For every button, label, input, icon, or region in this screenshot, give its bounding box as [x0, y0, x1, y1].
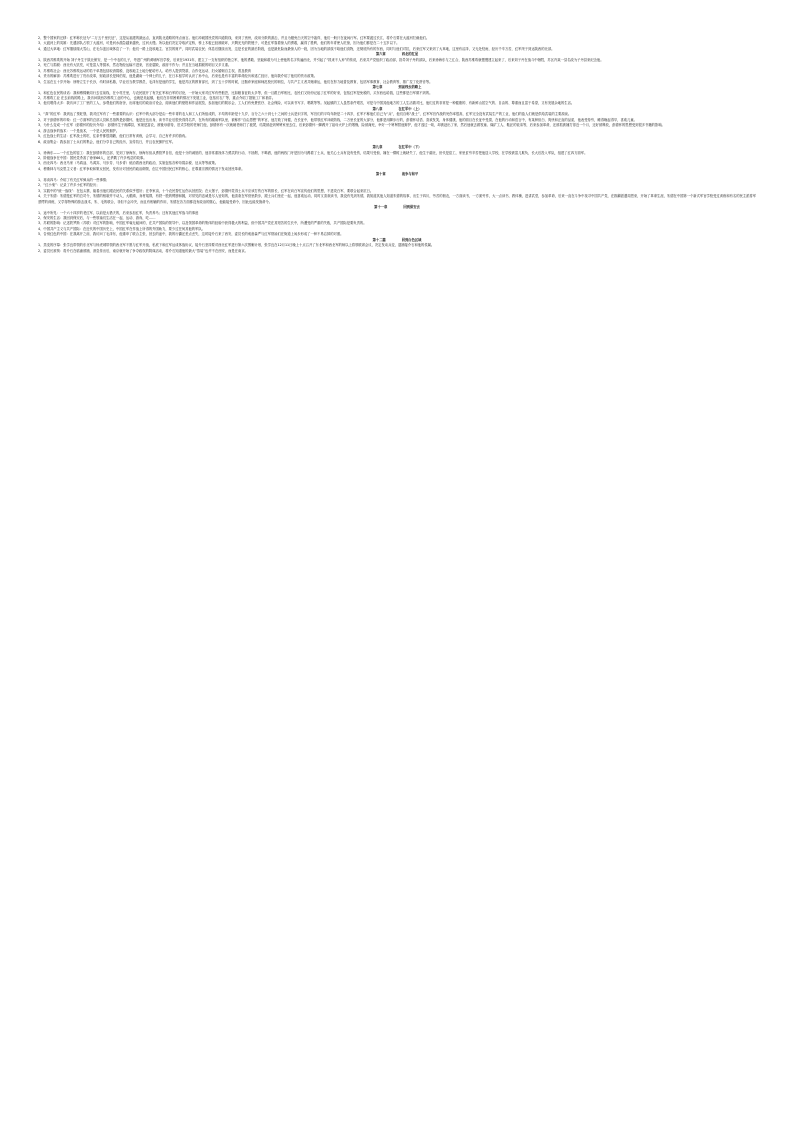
- paragraph: 2、阶级战争在中国：国民党杀害了徐家66人，还杀戮了许多残忍的故事。: [38, 155, 147, 160]
- chapter-title: 在红军中（上）: [398, 106, 422, 111]
- chapter-title: 回到保安去: [403, 205, 420, 210]
- paragraph: 2、整个国家的迁移：红军称长征为“二万五千里长征”，这是从福建的最远点，直到陕北道路的终点而言。他们冲破国民党的四道防线，来到了贵州，改用分散的游击，并且为避免白天的空中轰炸，他们一般只在夜间行军。红军要渡过长江，将介石要在大渡河拦截他们。: [38, 36, 430, 40]
- paragraph: 3、苏维埃社会：西北苏维埃运动的若干单措包括取消捐税、没收地主土地分配给穷人、给穷人提供贷款、合作化运动、妇女婚姻自主权、普及教育: [38, 68, 252, 73]
- paragraph: 2、对于彭德怀的印象：红一方面军的总部人员和总指挥是彭德怀，他是近伍出身，读书毕业后很快得得名声，在所有的湖南军队里，被称作“自由思想”的军官，他打败了何健，在长征中，他带领红军冲破防线，二万里长征的大部分，他都是用脚步行的，彭德怀话语、喜欢发笑，身体健康，他的面目在长征中受损，在他的行动和语言中，有某种但白、爽快和正直的品质，他表受待穷，睡得晚起得早，喜欢儿童。: [38, 117, 637, 122]
- paragraph: 1、徐海东——一个红色的窑工：我在彭德怀的总部，见到了徐海东，徐海东但从勇管罗自信，他是十分的诚恳的，他非常重视体力勇武的行动，不抽烟，不喝酒，他的两枚门牙是因为马踢着了士兵，他关心士兵有没有受伤，结果马受惊，撞在一棵树上就缺失了，他生于湖北，世代是窑工，家里贫穷辛苦把他送入学校，在学校被富儿欺负，长大后投入军队，组建了红四方面军。: [38, 150, 588, 155]
- paragraph: 4、穆斯林与马克思主义者：红军争取和策反回民，发布针对回民的政治纲领，创立中国回民红军的核心，在尊重宗教的情况下发动回民革命。: [38, 166, 245, 171]
- chapter-number: 第八章: [372, 106, 383, 111]
- paragraph: 2、“红小鬼”：记录了许多小红军的经历；: [38, 183, 100, 188]
- paragraph: 1、陕西苏维埃的开始 刘子丹生于陕北保安，是一个中农的儿子，考进广州的黄埔军官学校，后来在1931年，建立了一支有组织的独立军，他的勇敢、坚毅和敢为马上使他的名字传遍西北，并引起了“抓来不人弃”的传说，后来共产党组织了政治部，指导刘子丹的部队，后来徐海东与之汇合，陕西苏维埃就慢慢建立起来了，后来刘子丹在战斗中牺牲，苏区内某一县名改为子丹县来纪念他。: [38, 57, 604, 62]
- paragraph: 4、通过大草地：红军继续爬大雪山，在毛尔盖区域休息了一下；他们一路上没收地主、官员的财产，同时武装农民；休息后继续出发，这是长征的最后阶段，也是最危险而最惊人的一段，因为当地的部族不给他们食物，还彻底所有的东西，同时与他们对抗，后来红军又来到了大草地，这里有沼泽，又无处驻雨，经历千辛万苦，红军终于到达陕西的北部。: [38, 46, 555, 51]
- chapter-number: 第九章: [372, 145, 383, 150]
- paragraph: 5、红色战士的生活：红军战士的吃、住条件都很简陋，他们日常有训练，会学习，自己有许多的游戏。: [38, 134, 189, 139]
- paragraph: 3、为什么变成一个红军（彭德怀的经历介绍）：彭德怀生于湘潭县，家境是富农，被後母虐待，旧式学校的老师打他，彭德怀有一次就朝老师打了板凳，结果被赶到舅舅家里去住，后来彭德怀一脚踢开了祖母火炉上的烟锅，险被淹死，幸好一个舅舅替他辩护，他才逃过一劫，却被赶出了家，然后他就去做牧童、煤矿工人、鞋匠的徒弟等，后来参加革命，还被抓被捕打得近一个月，还好被释放，彭德怀的思想受到很多书籍的影响。: [38, 123, 665, 128]
- paragraph: 4、关于朱德：朱德是红军的总司令，朱德的相貌并不动人，大眼睛，身材矮胖，有铁一股的臂膀和腿，对常见的忠诚是尽人皆知的，他喜欢在军营里散步，跟士兵们坐在一起，他喜欢运动，同时又喜欢读书，我没有见到朱德，我知道其他人知道朱德的故事，出生于四川，劳苦的佃农，一方面读书，一方面劳作，大一点读书，教体操，进讲武堂，参加革命，后来一直在斗争中找寻中国共产党，在推翻派遣周恩来，开始了革命生涯，朱德在中国第一个新式军官学校受过训练和有名的民主派将军蔡锷的训练，又学得特殊的游击战术，朱、毛的联合，非但不会冲突，而且有相辅的作用，朱德在各方面都没有政治的继心，他能接受命令，因此也能发施命令。: [38, 194, 756, 204]
- paragraph: 2、死亡与捐税：西北有大饥荒，可是富人等囤米，然农物经运输不进来，官吏腐败，政府不作为；并且在当地捐税的明目又多又重。: [38, 63, 232, 68]
- paragraph: 3、西北四马：西北马家（马鸿逵、马鸿宾、马步芳、马步青）统治着西北的政治，实施包括各种苛捐杂税、征兵等等政策。: [38, 161, 219, 166]
- paragraph: 2、保安的生活：我回到保安后，与一些领袖们生活在一起，运动、游戏、吃……: [38, 215, 156, 220]
- paragraph: 1、和红色农民的谈话：我和傅锦魁同行去往前线，在小村庄里，与农民展开了有关红军和白军的讨论，一开始大家对红军有些抱怨，比如粮食征收太多等，但一旦跟白军相比，农民们又纷纷记起了红军的好来，包括红军是免税的，买东西也给钱，这些都是白军做不到的。: [38, 90, 433, 95]
- paragraph: 1、“真”的红军：我到达了预旺堡，我对红军有了一些重要的认识：红军中的大部分是由一些年青的农人和工人们所组成的，平均的年龄是十九岁，百分之六十到七十之间的士兵是识字的，军官们的平均年龄是二十四岁，红军不称他们自己为“兵”，他们自称“战士”，红军军官作战的死伤率很高，红军完全没有武装生产的工业，他们的敌人们就是供给武装的主要源泉。: [38, 112, 572, 117]
- paragraph: 4、游击战争的战术：一个是战术，一个是人民的拥护。: [38, 128, 120, 133]
- paragraph: 3、大渡河上的英雄：先遣部队占领了大渡河，可是河水湍急越来越快，过河太慢。所以他们决定夺取泸定桥，桥上木板已经被破坏，只剩光光的铁链子，可是红军靠着惊人的勇敢，赢得了胜利，他们的年青使人吃惊，因为他们都是在二十五岁以下。: [38, 41, 400, 46]
- chapter-title: 在红军中（下）: [398, 145, 422, 150]
- paragraph: 1、再谈四马：介绍了有关红军骑兵的一些事情；: [38, 177, 110, 182]
- chapter-number: 第十二篇: [372, 237, 386, 242]
- paragraph: 3、他们唱得太多：我访问了工厂里的工人，参观他们的宿舍，出席他们的政治讨论会，阅读他们的壁报和作品展览，参加他们的娱乐会，工人们有免费医疗、社会保险，可以读书写字、唱歌等等。吴起镇的工人虽然条件艰苦，可是与中国其他地方的工人生活做对比，他们过的非常是一种健康的、有新鲜山居空气的、自由的、尊重而且富于希望，又有发展余地的生活。: [38, 101, 575, 106]
- paragraph: 4、货币的解剖：苏维埃进行了货币改革，财政部长是林伯渠，他是湖南一个绅士的儿子，在日本留学时认识了孙中山，后来也是有丰富的革命经历和逃亡经历，他向我介绍了他们的货币政策。: [38, 74, 318, 79]
- paragraph: 3、苏联的影响：记述铁罗斯（苏联）对红军的影响，中国红军毫无疑问的，在共产国际的领导中，以及领国革命的集体的经验中获得极大的利益，但中国共产党在其短苦的生长中，所遭受的严重的失败，共产国际是要负责的。: [38, 221, 367, 226]
- paragraph: 2、苏维埃工业 在去前线的路上，我访问陕西苏维埃工业的中心，也就是吴起镇，他们在非常困难的情况下发展工业，包括纺衣厂等，重点介绍了措施工厂和抽井。: [38, 95, 276, 100]
- paragraph: 6、政治集会：我参加了士兵们的集会，他们分享自己的经历，宣传抗日，并且农民拥护红军。: [38, 139, 176, 144]
- chapter-title: 西北的红星: [401, 52, 419, 57]
- chapter-number: 第十章: [375, 172, 386, 177]
- chapter-title: 战争与和平: [401, 172, 419, 177]
- chapter-number: 第十一章: [374, 205, 388, 210]
- paragraph: 3、实践中的“统一战线”：在包头寨，能看出他们跟农民的关系似乎很好；在李家沟，十个农民帮忙运伤兵回医院；在太堡子，彭德怀觉得士兵不应该打伤白军的排长，红军在向白军宣传他们的思想，不进攻白军，要联合起来抗日。: [38, 188, 374, 193]
- paragraph: 1、途中所见：一个六十四岁的老红军，以前是太猎夫的，后来参加红军，负责养马；还有其他红军战斗的事迹: [38, 210, 199, 215]
- paragraph: 4、中国共产主义与共产国际：在近代的中国历史上，中国红军在作战上所得的外国助力，要少过任何其他的军队。: [38, 226, 205, 231]
- paragraph: 5、告别红色的中国：在我离开之前，我访问了毛泽东，他重申了联合主张，回去的途中，我的行囊还差点丢失，这时接介石来了西安，委员长的戒备森严与红军领袖们在街道上闲步形成了一种不易忘掉的对照。: [38, 232, 344, 237]
- paragraph: 5、生活在五十岁开始：徐特立生于长沙，幼时读私塾，毕业后当教学教员，毛泽东是他的学生，他是苏区的教育部长，到了五十岁的时候，还抛弃家庭和师范校长的职位，与共产主义者共赌命运，他们在努力地普及教育，包括军事教育、社会教育等，推广拉丁化拼音等。: [38, 79, 433, 84]
- paragraph: 1、蒸变的序幕：张学良带领的东北军与杨虎城带领的西北军不愿与红军开战，私底下和红军达成休战协议，接介石坚持要对西北红军进行第六次围剿计划，张学良在12月11日晚上十点召开了东北军和西北军的师以上将领联席会议，决定发动兵变，逮捕接介石和他的侯属。: [38, 243, 435, 248]
- chapter-title: 回到白色区域: [401, 237, 422, 242]
- paragraph: 2、委员长被拘：将介石在临潼被捕，消息传出后，南京就开始了争夺政权的阴谋活动，将介石知道他的最大“蒸装”也许不在西安，而是在南京。: [38, 248, 248, 253]
- chapter-number: 第七章: [372, 85, 383, 90]
- chapter-number: 第六章: [375, 52, 386, 57]
- chapter-title: 到前线去的路上: [398, 85, 422, 90]
